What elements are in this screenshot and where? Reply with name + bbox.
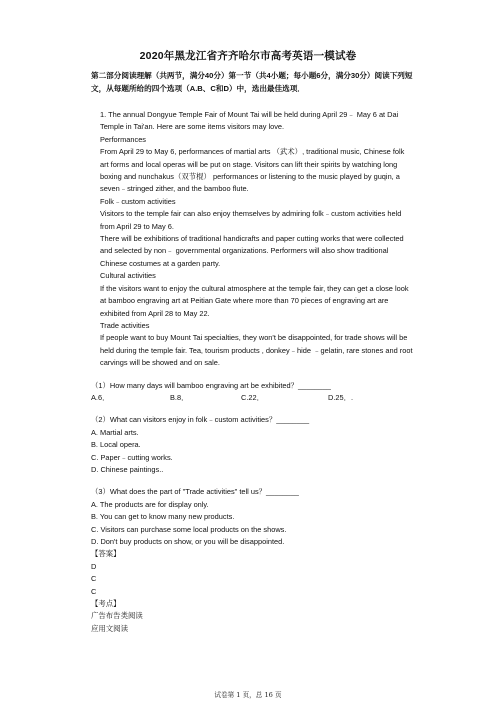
question-1-option-c: C.22． bbox=[241, 392, 265, 402]
question-3-option-a: A. The products are for display only. bbox=[91, 499, 209, 509]
heading-trade: Trade activities bbox=[100, 320, 150, 330]
answer-label: 【答案】 bbox=[91, 549, 121, 559]
question-2-option-c: C. Paper﹣cutting works. bbox=[91, 452, 173, 462]
paragraph-folk-custom: Visitors to the temple fair can also enjoy themselves by admiring folk﹣custom activities held from April 29 to May 6. bbox=[100, 209, 402, 231]
paragraph-cultural: If the visitors want to enjoy the cultural atmosphere at the temple fair, they can get a close look at bamboo engraving art at Peitian Gate where more than 70 pieces of engraving art are exhibited from April 28 to May 22. bbox=[100, 283, 409, 318]
page-footer: 试卷第 1 页，总 16 页 bbox=[214, 691, 282, 699]
question-1-option-d: D.25．. bbox=[328, 392, 354, 402]
question-1-option-b: B.8． bbox=[170, 392, 189, 402]
kaodian-label: 【考点】 bbox=[91, 599, 121, 609]
paragraph-exhibitions: There will be exhibitions of traditional handicrafts and paper cutting works that were collected and selected by non﹣ governmental organizations. Performers will also show traditional Chinese costumes at a garden party. bbox=[100, 234, 404, 268]
passage-body bbox=[91, 109, 413, 635]
heading-performances: Performances bbox=[100, 134, 147, 144]
question-3-option-d: D. Don't buy products on show, or you will be disappointed. bbox=[91, 537, 285, 546]
paragraph-performances: From April 29 to May 6, performances of martial arts （武术）, traditional music, Chinese folk art forms and local operas will be put on stage. Visitors can lift their spirits by watching long boxing and nunchakus（双节棍） performances or listening to the music played by guqin, a seven﹣stringed zither, and the bamboo flute. bbox=[100, 147, 405, 194]
answer-3: C bbox=[91, 586, 97, 596]
question-2-stem: （2）What can visitors enjoy in folk﹣custom activities？________ bbox=[91, 415, 310, 425]
question-1-stem: （1）How many days will bamboo engraving art be exhibited？________ bbox=[91, 380, 331, 390]
heading-folk-custom: Folk﹣custom activities bbox=[100, 196, 176, 206]
kaodian-item-2: 应用文阅读 bbox=[91, 623, 128, 633]
question-2-option-b: B. Local opera. bbox=[91, 440, 141, 450]
question-1-option-a: A.6． bbox=[91, 392, 110, 402]
exam-title: 2020年黑龙江省齐齐哈尔市高考英语一模试卷 bbox=[139, 50, 357, 62]
question-3-option-c: C. Visitors can purchase some local products on the shows. bbox=[91, 524, 287, 534]
answer-2: C bbox=[91, 574, 97, 584]
section-heading: 第二部分阅读理解（共两节，满分40分）第一节（共4小题；每小题6分，满分30分）阅读下列短文，从每题所给的四个选项（A.B、C和D）中，选出最佳选项． bbox=[91, 71, 413, 93]
heading-cultural: Cultural activities bbox=[100, 271, 156, 281]
question-3-option-b: B. You can get to know many new products. bbox=[91, 512, 235, 522]
answer-1: D bbox=[91, 561, 97, 571]
passage-intro: 1. The annual Dongyue Temple Fair of Mount Tai will be held during April 29﹣ May 6 at Dai Temple in Tai'an. Here are some items visitors may love. bbox=[100, 110, 399, 132]
question-3-stem: （3）What does the part of "Trade activities" tell us？________ bbox=[91, 487, 299, 497]
kaodian-item-1: 广告布告类阅读 bbox=[91, 611, 143, 621]
question-2-option-a: A. Martial arts. bbox=[91, 427, 139, 437]
question-1-options bbox=[91, 392, 413, 404]
paragraph-trade: If people want to buy Mount Tai specialties, they won't be disappointed, for trade shows will be held during the temple fair. Tea, tourism products , donkey﹣hide ﹣gelatin, rare stones and root carvings will be showed and on sale. bbox=[100, 333, 413, 368]
question-2-option-d: D. Chinese paintings.. bbox=[91, 464, 164, 474]
